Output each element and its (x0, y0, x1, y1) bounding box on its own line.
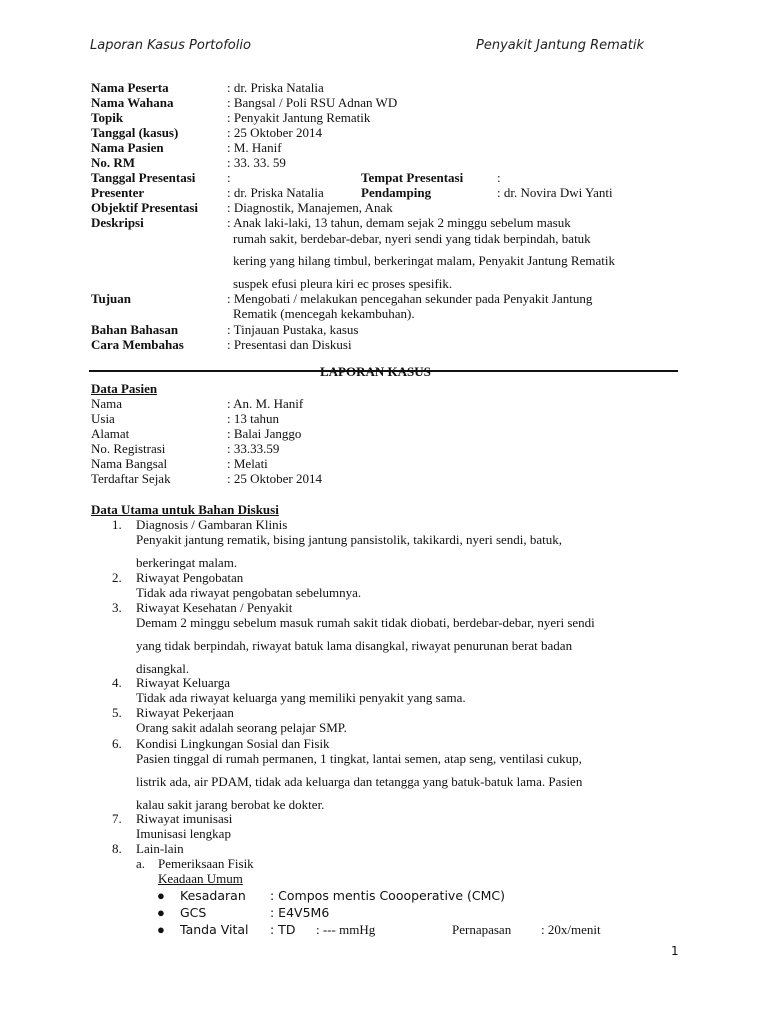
pasien-label-bangsal: Nama Bangsal (91, 456, 168, 471)
value-nama-peserta: : dr. Priska Natalia (227, 80, 324, 95)
label-objektif: Objektif Presentasi (91, 200, 198, 215)
bullet-value-gcs: : E4V5M6 (270, 905, 330, 920)
label-nama-pasien: Nama Pasien (91, 140, 164, 155)
item-5-number: 5. (112, 705, 122, 720)
item-4-line-1: Tidak ada riwayat keluarga yang memiliki penyakit yang sama. (136, 690, 466, 705)
sub-a-title: Pemeriksaan Fisik (158, 856, 254, 871)
bullet-label-gcs: GCS (180, 905, 207, 920)
pasien-label-terdaftar: Terdaftar Sejak (91, 471, 171, 486)
item-4-number: 4. (112, 675, 122, 690)
item-5-line-1: Orang sakit adalah seorang pelajar SMP. (136, 720, 347, 735)
bullet-value-pernapasan: : 20x/menit (541, 922, 601, 937)
label-deskripsi: Deskripsi (91, 215, 144, 230)
item-1-line-1: Penyakit jantung rematik, bising jantung pansistolik, takikardi, nyeri sendi, batuk, (136, 532, 563, 547)
pasien-value-terdaftar: : 25 Oktober 2014 (227, 471, 322, 486)
label-nama-wahana: Nama Wahana (91, 95, 174, 110)
item-3-number: 3. (112, 600, 122, 615)
item-7-line-1: Imunisasi lengkap (136, 826, 231, 841)
item-6-title: Kondisi Lingkungan Sosial dan Fisik (136, 736, 330, 751)
item-2-line-1: Tidak ada riwayat pengobatan sebelumnya. (136, 585, 362, 600)
value-objektif: : Diagnostik, Manajemen, Anak (227, 200, 393, 215)
item-3-line-3: disangkal. (136, 661, 190, 676)
deskripsi-line-1: : Anak laki-laki, 13 tahun, demam sejak 2 minggu sebelum masuk (227, 215, 571, 230)
item-8-number: 8. (112, 841, 122, 856)
item-8-title: Lain-lain (136, 841, 184, 856)
item-6-line-3: kalau sakit jarang berobat ke dokter. (136, 797, 325, 812)
tujuan-line-1: : Mengobati / melakukan pencegahan sekunder pada Penyakit Jantung (227, 291, 593, 306)
item-6-line-2: listrik ada, air PDAM, tidak ada keluarga dan tetangga yang batuk-batuk lama. Pasien (136, 774, 583, 789)
item-7-number: 7. (112, 811, 122, 826)
pasien-label-alamat: Alamat (91, 426, 130, 441)
value-topik: : Penyakit Jantung Rematik (227, 110, 371, 125)
value-cara-membahas: : Presentasi dan Diskusi (227, 337, 352, 352)
pasien-label-registrasi: No. Registrasi (91, 441, 166, 456)
pasien-value-bangsal: : Melati (227, 456, 268, 471)
bullet-icon: ● (157, 888, 165, 903)
item-4-title: Riwayat Keluarga (136, 675, 230, 690)
value-pendamping: : dr. Novira Dwi Yanti (497, 185, 613, 200)
data-pasien-heading: Data Pasien (91, 381, 158, 396)
section-title: LAPORAN KASUS (320, 364, 431, 379)
pasien-value-alamat: : Balai Janggo (227, 426, 302, 441)
page-number: 1 (671, 944, 679, 958)
value-tanggal-presentasi: : (227, 170, 231, 185)
value-nama-wahana: : Bangsal / Poli RSU Adnan WD (227, 95, 398, 110)
pasien-value-registrasi: : 33.33.59 (227, 441, 280, 456)
bullet-icon: ● (157, 922, 165, 937)
sub-a-letter: a. (136, 856, 146, 871)
item-7-title: Riwayat imunisasi (136, 811, 233, 826)
label-bahan-bahasan: Bahan Bahasan (91, 322, 179, 337)
value-tanggal-kasus: : 25 Oktober 2014 (227, 125, 322, 140)
item-1-number: 1. (112, 517, 122, 532)
value-no-rm: : 33. 33. 59 (227, 155, 286, 170)
deskripsi-line-2: rumah sakit, berdebar-debar, nyeri sendi yang tidak berpindah, batuk (233, 231, 591, 246)
data-utama-heading: Data Utama untuk Bahan Diskusi (91, 502, 279, 517)
tujuan-line-2: Rematik (mencegah kekambuhan). (233, 306, 415, 321)
header-right: Penyakit Jantung Rematik (476, 38, 645, 53)
bullet-label-pernapasan: Pernapasan (452, 922, 512, 937)
pasien-label-usia: Usia (91, 411, 115, 426)
item-1-title: Diagnosis / Gambaran Klinis (136, 517, 288, 532)
item-5-title: Riwayat Pekerjaan (136, 705, 234, 720)
label-nama-peserta: Nama Peserta (91, 80, 169, 95)
item-1-line-2: berkeringat malam. (136, 555, 238, 570)
pasien-value-nama: : An. M. Hanif (227, 396, 304, 411)
label-tanggal-kasus: Tanggal (kasus) (91, 125, 179, 140)
item-3-line-2: yang tidak berpindah, riwayat batuk lama disangkal, riwayat penurunan berat badan (136, 638, 573, 653)
deskripsi-line-3: kering yang hilang timbul, berkeringat malam, Penyakit Jantung Rematik (233, 253, 615, 268)
item-2-title: Riwayat Pengobatan (136, 570, 244, 585)
bullet-icon: ● (157, 905, 165, 920)
value-nama-pasien: : M. Hanif (227, 140, 282, 155)
item-3-line-1: Demam 2 minggu sebelum masuk rumah sakit tidak diobati, berdebar-debar, nyeri sendi (136, 615, 595, 630)
label-cara-membahas: Cara Membahas (91, 337, 184, 352)
deskripsi-line-4: suspek efusi pleura kiri ec proses spesifik. (233, 276, 453, 291)
label-tanggal-presentasi: Tanggal Presentasi (91, 170, 196, 185)
label-no-rm: No. RM (91, 155, 136, 170)
header-left: Laporan Kasus Portofolio (90, 38, 251, 53)
bullet-value-kesadaran: : Compos mentis Coooperative (CMC) (270, 888, 505, 903)
value-bahan-bahasan: : Tinjauan Pustaka, kasus (227, 322, 359, 337)
item-6-number: 6. (112, 736, 122, 751)
pasien-label-nama: Nama (91, 396, 123, 411)
keadaan-umum-heading: Keadaan Umum (158, 871, 243, 886)
bullet-label-kesadaran: Kesadaran (180, 888, 246, 903)
item-3-title: Riwayat Kesehatan / Penyakit (136, 600, 293, 615)
label-presenter: Presenter (91, 185, 145, 200)
value-tempat-presentasi: : (497, 170, 501, 185)
label-topik: Topik (91, 110, 124, 125)
label-tempat-presentasi: Tempat Presentasi (361, 170, 464, 185)
value-presenter: : dr. Priska Natalia (227, 185, 324, 200)
item-2-number: 2. (112, 570, 122, 585)
pasien-value-usia: : 13 tahun (227, 411, 279, 426)
bullet-label-tanda-vital: Tanda Vital (180, 922, 249, 937)
item-6-line-1: Pasien tinggal di rumah permanen, 1 tingkat, lantai semen, atap seng, ventilasi cukup, (136, 751, 582, 766)
bullet-value-td-mmhg: : --- mmHg (316, 922, 376, 937)
label-pendamping: Pendamping (361, 185, 432, 200)
label-tujuan: Tujuan (91, 291, 131, 306)
bullet-value-td: : TD (270, 922, 296, 937)
